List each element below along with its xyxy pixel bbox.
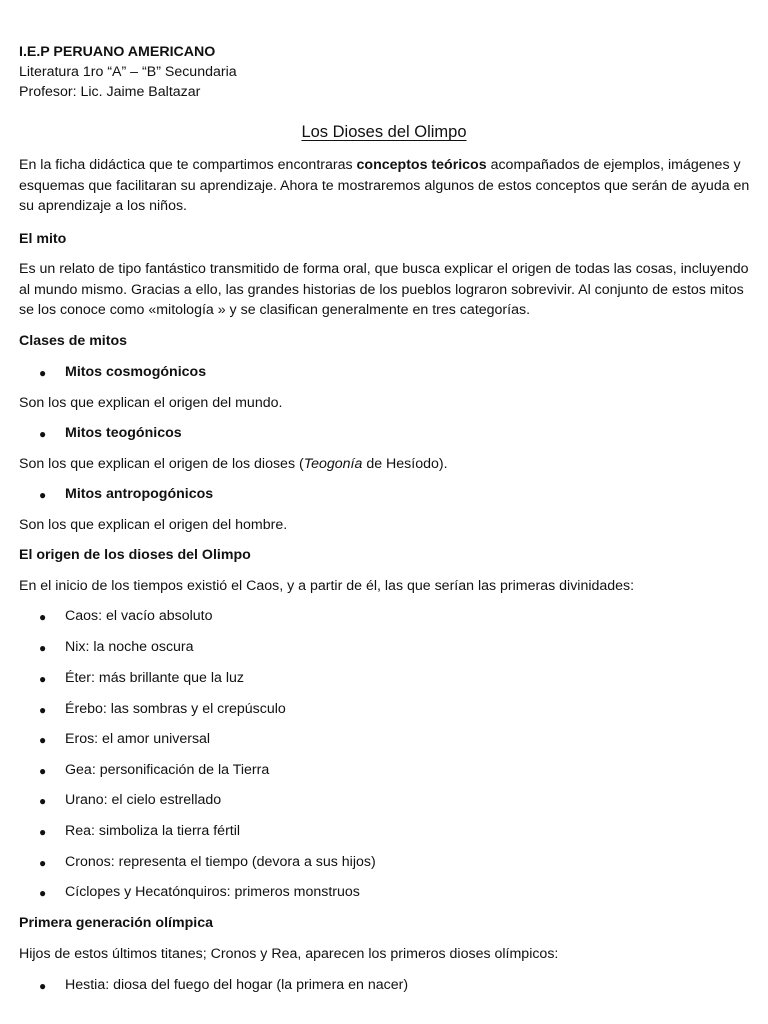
- intro-text-before: En la ficha didáctica que te compartimos encontraras: [19, 157, 357, 173]
- list-item: Érebo: las sombras y el crepúsculo: [65, 701, 286, 717]
- teacher-line: Profesor: Lic. Jaime Baltazar: [19, 84, 201, 100]
- origen-intro: En el inicio de los tiempos existió el Caos, y a partir de él, las que serían las primeras divinidades:: [19, 578, 635, 594]
- list-item: Caos: el vacío absoluto: [65, 608, 213, 624]
- mito-type-antropogonico: Mitos antropogónicos: [65, 486, 214, 502]
- list-item: Cíclopes y Hecatónquiros: primeros monstruos: [65, 884, 360, 900]
- bullet-icon: ●: [39, 488, 47, 502]
- section-heading-origen: El origen de los dioses del Olimpo: [19, 547, 251, 563]
- list-item: Urano: el cielo estrellado: [65, 792, 222, 808]
- mito-type-teogonico: Mitos teogónicos: [65, 425, 182, 441]
- course-line: Literatura 1ro “A” – “B” Secundaria: [19, 64, 237, 80]
- list-item: Éter: más brillante que la luz: [65, 670, 245, 686]
- mito-paragraph: Es un relato de tipo fantástico transmitido de forma oral, que busca explicar el origen de todas las cosas, incluyendo al mundo mismo. Gracias a ello, las grandes historias de los pueblos lograron sobrevivir. Al conjunto de estos mitos se los conoce como «mitología » y se clasifican generalmente en tres categorías.: [19, 261, 749, 318]
- mito-type-teogonico-desc: [19, 454, 754, 475]
- intro-paragraph: [19, 155, 754, 217]
- mito-type-antropogonico-desc: Son los que explican el origen del hombre.: [19, 517, 288, 533]
- bullet-icon: ●: [39, 764, 47, 778]
- bullet-icon: ●: [39, 825, 47, 839]
- section-heading-clases: Clases de mitos: [19, 333, 128, 349]
- bullet-icon: ●: [39, 979, 47, 993]
- list-item: Hestia: diosa del fuego del hogar (la primera en nacer): [65, 977, 409, 993]
- list-item: Eros: el amor universal: [65, 731, 211, 747]
- mito-type-cosmogonico: Mitos cosmogónicos: [65, 364, 207, 380]
- mito-type-cosmogonico-desc: Son los que explican el origen del mundo.: [19, 395, 283, 411]
- intro-text-after: acompañados de ejemplos, imágenes y esquemas que facilitaran su aprendizaje. Ahora te mostraremos algunos de estos conceptos que serán de ayuda en su aprendizaje a los niños.: [19, 157, 750, 214]
- section-heading-primera-generacion: Primera generación olímpica: [19, 915, 213, 931]
- bullet-icon: ●: [39, 856, 47, 870]
- primera-generacion-intro: Hijos de estos últimos titanes; Cronos y Rea, aparecen los primeros dioses olímpicos:: [19, 946, 559, 962]
- list-item: Cronos: representa el tiempo (devora a sus hijos): [65, 854, 376, 870]
- list-item: Nix: la noche oscura: [65, 639, 194, 655]
- bullet-icon: ●: [39, 610, 47, 624]
- bullet-icon: ●: [39, 794, 47, 808]
- list-item: Gea: personificación de la Tierra: [65, 762, 270, 778]
- teogonia-title: Teogonía: [303, 456, 363, 472]
- intro-bold-text: conceptos teóricos: [356, 157, 487, 173]
- page-title: Los Dioses del Olimpo: [301, 123, 467, 141]
- bullet-icon: ●: [39, 672, 47, 686]
- school-name: I.E.P PERUANO AMERICANO: [19, 44, 216, 60]
- teogonico-desc-after: de Hesíodo).: [362, 456, 448, 472]
- bullet-icon: ●: [39, 886, 47, 900]
- bullet-icon: ●: [39, 641, 47, 655]
- bullet-icon: ●: [39, 366, 47, 380]
- bullet-icon: ●: [39, 733, 47, 747]
- teogonico-desc-before: Son los que explican el origen de los dioses (: [19, 456, 304, 472]
- list-item: Rea: simboliza la tierra fértil: [65, 823, 241, 839]
- bullet-icon: ●: [39, 427, 47, 441]
- section-heading-mito: El mito: [19, 231, 67, 247]
- bullet-icon: ●: [39, 703, 47, 717]
